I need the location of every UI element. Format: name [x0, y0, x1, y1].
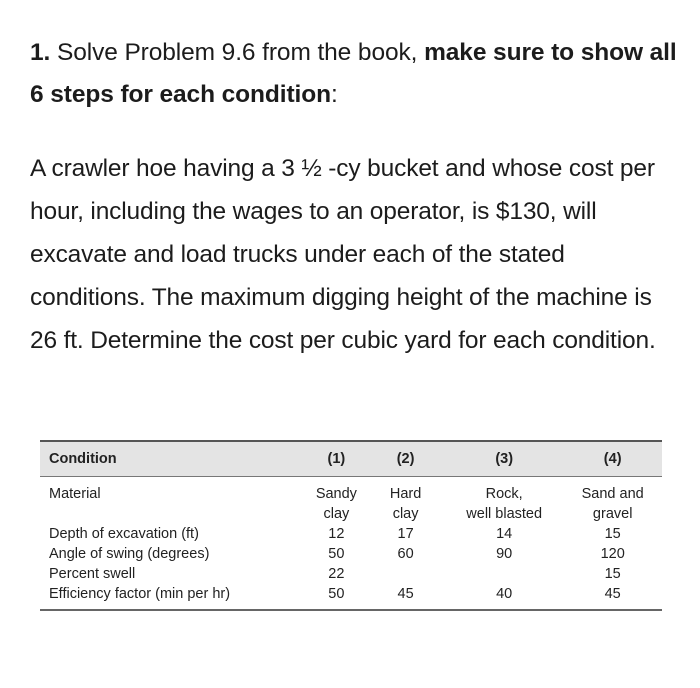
efficiency-cell-3: 40 — [496, 586, 513, 602]
depth-cell-3: 14 — [496, 526, 513, 542]
material-cell-3: Rock, — [485, 486, 523, 502]
material-cell-1-line2: clay — [323, 506, 350, 522]
table-row-swing — [40, 545, 662, 565]
swell-cell-3 — [445, 565, 563, 585]
row-label-empty — [40, 505, 307, 525]
swing-cell-1: 50 — [328, 546, 345, 562]
efficiency-cell-1: 50 — [328, 586, 345, 602]
swell-cell-1: 22 — [328, 566, 345, 582]
problem-instruction: Solve Problem 9.6 from the book, — [56, 39, 418, 66]
row-label-efficiency: Efficiency factor (min per hr) — [49, 586, 231, 602]
problem-heading — [30, 32, 680, 116]
material-cell-1: Sandy — [315, 486, 357, 502]
header-condition-4: (4) — [603, 451, 622, 467]
header-condition-1: (1) — [327, 451, 346, 467]
swing-cell-3: 90 — [496, 546, 513, 562]
problem-statement: A crawler hoe having a 3 ½ -cy bucket and whose cost per hour, including the wages to an operator, is $130, will excavate and load trucks under each of the stated conditions. The maximum digging height of the machine is 26 ft. Determine the cost per cubic yard for each condition. — [30, 155, 656, 354]
header-condition-3: (3) — [495, 451, 514, 467]
problem-heading-colon: : — [330, 81, 338, 108]
row-label-swing: Angle of swing (degrees) — [49, 546, 210, 562]
swell-cell-2 — [366, 565, 445, 585]
depth-cell-2: 17 — [397, 526, 414, 542]
row-label-swell: Percent swell — [49, 566, 136, 582]
depth-cell-1: 12 — [328, 526, 345, 542]
problem-emphasis: make sure to show all 6 steps for each condition — [30, 39, 677, 108]
conditions-table — [40, 440, 662, 611]
material-cell-3-line2: well blasted — [466, 506, 543, 522]
efficiency-cell-2: 45 — [397, 586, 414, 602]
swing-cell-4: 120 — [600, 546, 625, 562]
material-cell-4: Sand and — [581, 486, 644, 502]
row-label-depth: Depth of excavation (ft) — [49, 526, 199, 542]
table-header-row — [40, 441, 662, 477]
header-condition-2: (2) — [396, 451, 415, 467]
efficiency-cell-4: 45 — [604, 586, 621, 602]
depth-cell-4: 15 — [604, 526, 621, 542]
row-label-material: Material — [49, 486, 101, 502]
table-row-efficiency — [40, 585, 662, 610]
table-row-material-cont — [40, 505, 662, 525]
material-cell-2-line2: clay — [392, 506, 419, 522]
material-cell-4-line2: gravel — [592, 506, 633, 522]
table-row-depth — [40, 525, 662, 545]
swell-cell-4: 15 — [604, 566, 621, 582]
material-cell-2: Hard — [389, 486, 422, 502]
table-row-material — [40, 477, 662, 506]
header-condition: Condition — [49, 451, 117, 467]
problem-number: 1. — [30, 39, 51, 66]
swing-cell-2: 60 — [397, 546, 414, 562]
table-row-swell — [40, 565, 662, 585]
